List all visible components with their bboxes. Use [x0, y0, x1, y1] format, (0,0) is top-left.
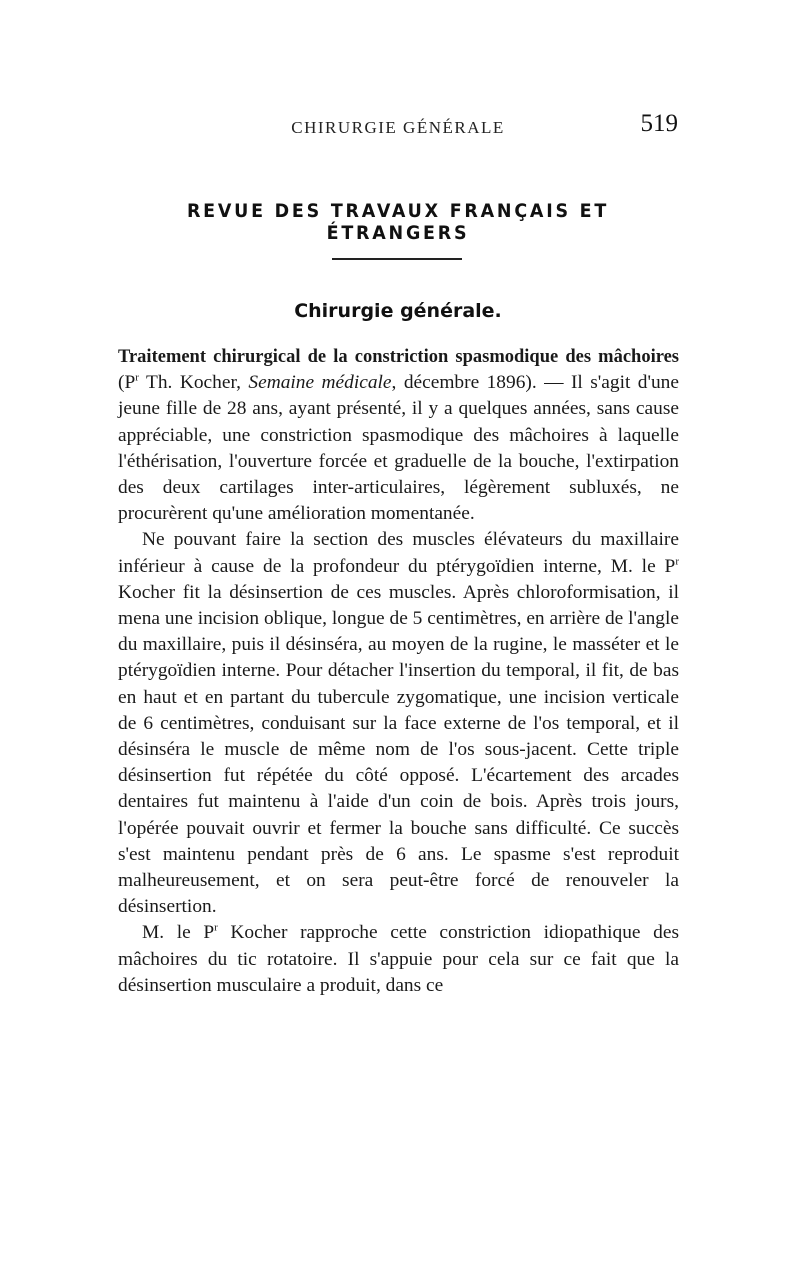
paragraph-2-text-a: Ne pouvant faire la section des muscles élévateurs du maxillaire inférieur à cause de la profondeur du ptérygoïdien interne, M. le P — [118, 529, 679, 577]
running-header — [118, 108, 678, 148]
paragraph-1 — [118, 344, 679, 527]
article-title: Traitement chirurgical de la constriction spasmodique des mâchoires — [118, 347, 679, 367]
paragraph-3 — [118, 920, 679, 999]
citation-sup: r — [135, 371, 139, 384]
running-title: CHIRURGIE GÉNÉRALE — [291, 118, 505, 137]
section-divider — [332, 258, 462, 260]
paragraph-3-sup: r — [214, 922, 218, 934]
page-number: 519 — [640, 110, 678, 137]
citation-date: , décembre 1896). — [391, 372, 537, 394]
paragraph-2-text-b: Kocher fit la désinsertion de ces muscles. Après chloroformisation, il mena une incision oblique, longue de 5 centimètres, en arrière de l'angle du maxillaire, puis il désinséra, au moyen de la rugine, le masséter et le ptérygoïdien interne. Pour détacher l'insertion du temporal, il fit, de bas en haut et en partant du tubercule zygomatique, une incision verticale de 6 centimètres, conduisant sur la face externe de l'os temporal, et il désinséra le muscle de même nom de l'os sous-jacent. Cette triple désinsertion fut répétée du côté opposé. L'écartement des arcades dentaires fut maintenu à l'aide d'un coin de bois. Après trois jours, l'opérée pouvait ouvrir et fermer la bouche sans difficulté. Ce succès s'est maintenu pendant près de 6 ans. Le spasme s'est reproduit malheureusement, et on sera peut-être forcé de renouveler la désinsertion. — [118, 581, 679, 918]
paragraph-2-sup: r — [675, 555, 679, 568]
citation-journal: Semaine médicale — [248, 372, 392, 394]
citation-author: Th. Kocher, — [138, 372, 249, 394]
paragraph-3-text-a: M. le P — [142, 922, 215, 944]
citation-open: (P — [118, 372, 136, 394]
subsection-title: Chirurgie générale. — [294, 300, 502, 322]
paragraph-3-text-b: Kocher rapproche cette constriction idiopathique des mâchoires du tic rotatoire. Il s'appuie pour cela sur ce fait que la désinsertion musculaire a produit, dans ce — [118, 922, 679, 996]
section-title: REVUE DES TRAVAUX FRANÇAIS ET ÉTRANGERS — [186, 200, 610, 244]
paragraph-1-text: — Il s'agit d'une jeune fille de 28 ans, ayant présenté, il y a quelques années, sans cause appréciable, une constriction spasmodique des mâchoires à laquelle l'éthérisation, l'ouverture forcée et graduelle de la bouche, l'extirpation des deux cartilages inter-articulaires, légèrement subluxés, ne procurèrent qu'une amélioration momentanée. — [118, 372, 679, 525]
article-body — [118, 344, 679, 999]
paragraph-2 — [118, 527, 679, 920]
